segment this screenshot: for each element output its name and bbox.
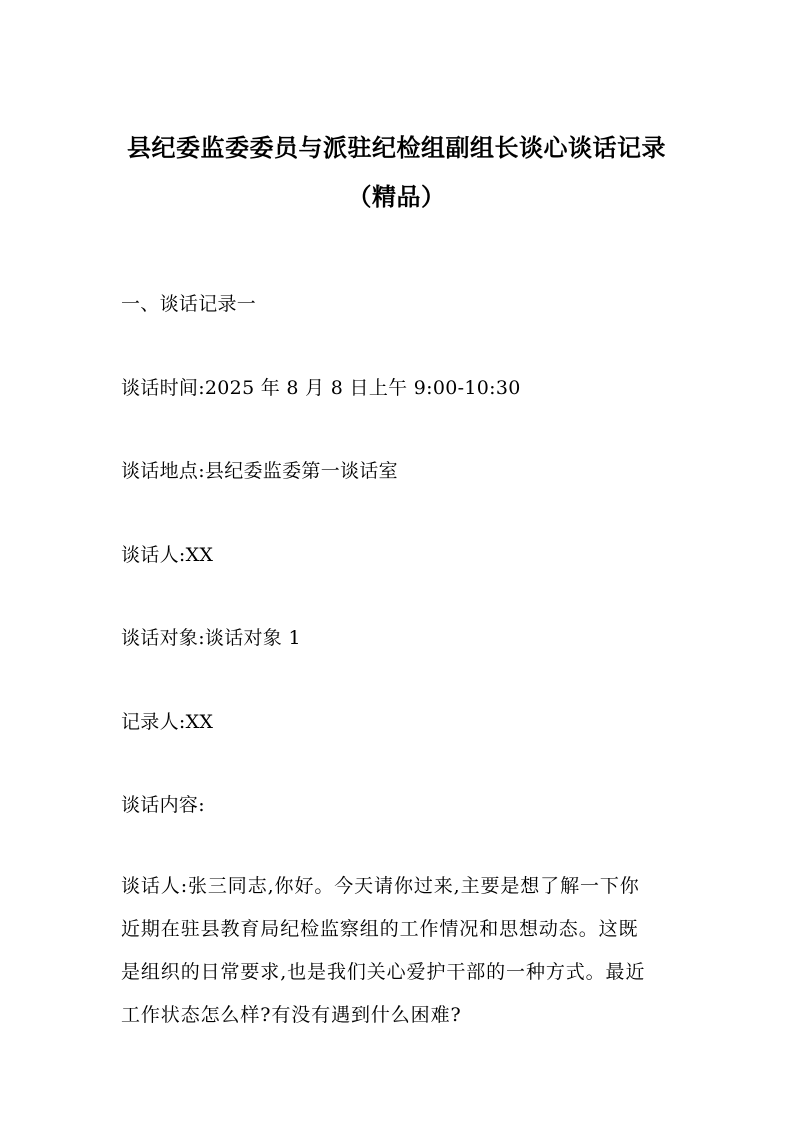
field-recorder: 记录人:XX <box>121 711 214 733</box>
field-talker: 谈话人:XX <box>121 544 214 566</box>
field-talk-time: 谈话时间:2025 年 8 月 8 日上午 9:00-10:30 <box>121 377 521 399</box>
section-heading: 一、谈话记录一 <box>121 293 257 315</box>
field-talk-location: 谈话地点:县纪委监委第一谈话室 <box>121 460 398 482</box>
document-title: 县纪委监委委员与派驻纪检组副组长谈心谈话记录 <box>127 133 666 162</box>
field-talk-content-label: 谈话内容: <box>121 794 205 816</box>
document-subtitle: （精品） <box>347 182 446 211</box>
paragraph-line: 谈话人:张三同志,你好。今天请你过来,主要是想了解一下你 <box>121 875 640 897</box>
field-talk-subject: 谈话对象:谈话对象 1 <box>121 627 301 649</box>
paragraph-line: 是组织的日常要求,也是我们关心爱护干部的一种方式。最近 <box>121 961 646 983</box>
paragraph-line: 工作状态怎么样?有没有遇到什么困难? <box>121 1004 462 1026</box>
talk-content-paragraph <box>121 874 681 1046</box>
paragraph-line: 近期在驻县教育局纪检监察组的工作情况和思想动态。这既 <box>121 918 639 940</box>
